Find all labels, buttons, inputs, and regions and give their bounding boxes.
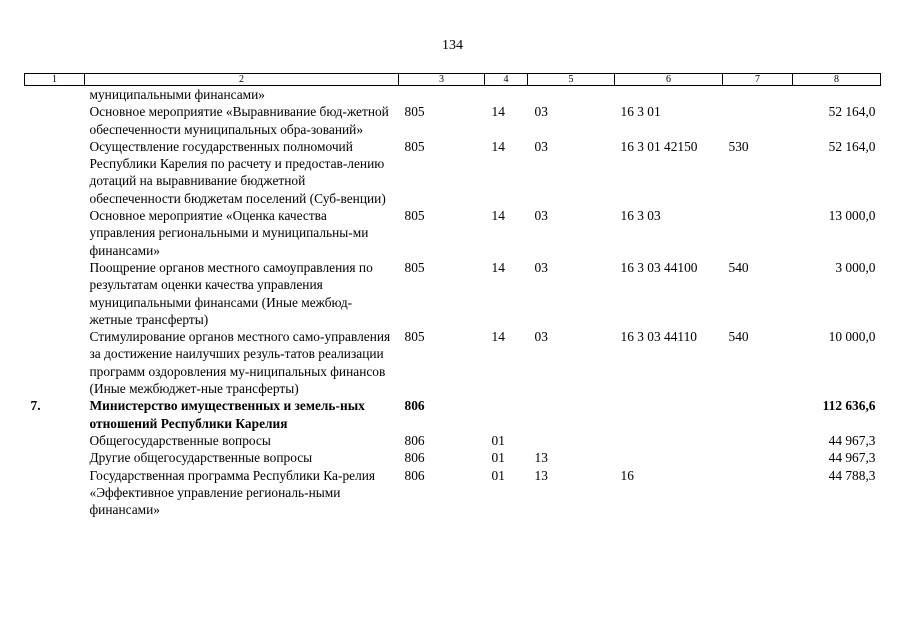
row-grbs-code: 806 [404, 432, 425, 448]
row-amount: 13 000,0 [828, 208, 876, 224]
row-name: муниципальными финансами» [89, 87, 266, 102]
table-row [25, 467, 881, 519]
row-expense-type [723, 449, 793, 466]
row-amount [793, 86, 881, 104]
row-section-code: 01 [491, 450, 505, 466]
row-grbs-code [399, 86, 485, 104]
row-target-article [615, 397, 723, 432]
row-grbs-code: 806 [404, 398, 425, 414]
row-grbs-code: 805 [404, 138, 425, 154]
row-grbs-code: 805 [404, 259, 425, 275]
row-name: Осуществление государственных полномочий Республики Карелия по расчету и предостав-лению дотаций на выравнивание бюджетной обеспеченности бюджетам поселений (Суб-венции) [89, 138, 386, 206]
row-name: Другие общегосударственные вопросы [89, 450, 313, 466]
header-col-6: 6 [615, 74, 723, 86]
page-number: 134 [442, 38, 463, 53]
row-name: Общегосударственные вопросы [89, 432, 271, 448]
table-row [25, 449, 881, 466]
row-amount: 52 164,0 [828, 138, 876, 154]
row-name: Стимулирование органов местного само-управления за достижение наилучших резуль-татов реализации программ оздоровления му-ниципальных финансов (Иные межбюджет-ные трансферты) [89, 329, 391, 397]
row-target-article: 16 3 03 44100 [620, 259, 698, 275]
row-subsection-code: 03 [534, 104, 548, 120]
row-grbs-code: 805 [404, 208, 425, 224]
row-section-code: 01 [491, 467, 505, 483]
row-amount: 112 636,6 [822, 398, 876, 414]
row-name: Поощрение органов местного самоуправления по результатам оценки качества управления муниципальными финансами (Иные межбюд-жетные трансферты) [89, 259, 373, 327]
row-expense-type [723, 86, 793, 104]
header-col-5: 5 [528, 74, 615, 86]
row-name: Основное мероприятие «Выравнивание бюд-жетной обеспеченности муниципальных обра-зований» [89, 104, 389, 137]
row-expense-type [723, 432, 793, 449]
table-row [25, 138, 881, 207]
row-number [25, 432, 85, 449]
row-section-code: 14 [491, 138, 505, 154]
row-target-article [615, 432, 723, 449]
row-target-article [615, 86, 723, 104]
row-section-code: 14 [491, 104, 505, 120]
table-row [25, 207, 881, 259]
row-name: Министерство имущественных и земель-ных отношений Республики Карелия [89, 398, 365, 431]
row-section-code: 14 [491, 208, 505, 224]
row-target-article: 16 [620, 467, 634, 483]
row-target-article: 16 3 03 [620, 208, 661, 224]
row-name: Основное мероприятие «Оценка качества управления региональными и муниципальны-ми финансами» [89, 208, 369, 258]
row-amount: 44 967,3 [828, 432, 876, 448]
row-target-article: 16 3 01 42150 [620, 138, 698, 154]
row-number [25, 103, 85, 138]
row-grbs-code: 805 [404, 104, 425, 120]
row-grbs-code: 806 [404, 450, 425, 466]
row-number [25, 467, 85, 519]
header-col-3: 3 [399, 74, 485, 86]
header-col-7: 7 [723, 74, 793, 86]
table-row [25, 259, 881, 328]
header-row [25, 74, 881, 86]
row-subsection-code: 13 [534, 467, 548, 483]
row-number [25, 328, 85, 397]
header-col-4: 4 [485, 74, 528, 86]
row-grbs-code: 806 [404, 467, 425, 483]
row-section-code: 14 [491, 329, 505, 345]
row-expense-type: 540 [728, 329, 749, 345]
row-number: 7. [30, 398, 41, 414]
row-number [25, 207, 85, 259]
row-amount: 3 000,0 [835, 259, 876, 275]
row-subsection-code [528, 432, 615, 449]
table-row [25, 328, 881, 397]
row-expense-type: 540 [728, 259, 749, 275]
row-expense-type [723, 207, 793, 259]
budget-table [24, 73, 881, 518]
header-col-1: 1 [25, 74, 85, 86]
row-subsection-code: 13 [534, 450, 548, 466]
row-target-article: 16 3 01 [620, 104, 661, 120]
row-target-article [615, 449, 723, 466]
row-expense-type: 530 [728, 138, 749, 154]
row-number [25, 259, 85, 328]
row-section-code: 14 [491, 259, 505, 275]
row-subsection-code: 03 [534, 138, 548, 154]
table-row [25, 86, 881, 104]
table-row [25, 103, 881, 138]
row-number [25, 138, 85, 207]
header-col-8: 8 [793, 74, 881, 86]
row-number [25, 449, 85, 466]
row-target-article: 16 3 03 44110 [620, 329, 697, 345]
row-subsection-code: 03 [534, 329, 548, 345]
row-amount: 44 967,3 [828, 450, 876, 466]
row-subsection-code: 03 [534, 208, 548, 224]
row-section-code [485, 397, 528, 432]
row-section-code [485, 86, 528, 104]
row-expense-type [723, 397, 793, 432]
row-expense-type [723, 103, 793, 138]
table-row [25, 397, 881, 432]
row-amount: 52 164,0 [828, 104, 876, 120]
row-amount: 44 788,3 [828, 467, 876, 483]
row-subsection-code [528, 397, 615, 432]
row-subsection-code [528, 86, 615, 104]
row-name: Государственная программа Республики Ка-релия «Эффективное управление региональ-ными финансами» [89, 467, 376, 518]
table-row [25, 432, 881, 449]
row-section-code: 01 [491, 432, 505, 448]
header-col-2: 2 [85, 74, 399, 86]
row-number [25, 86, 85, 104]
row-subsection-code: 03 [534, 259, 548, 275]
row-grbs-code: 805 [404, 329, 425, 345]
row-expense-type [723, 467, 793, 519]
row-amount: 10 000,0 [828, 329, 876, 345]
